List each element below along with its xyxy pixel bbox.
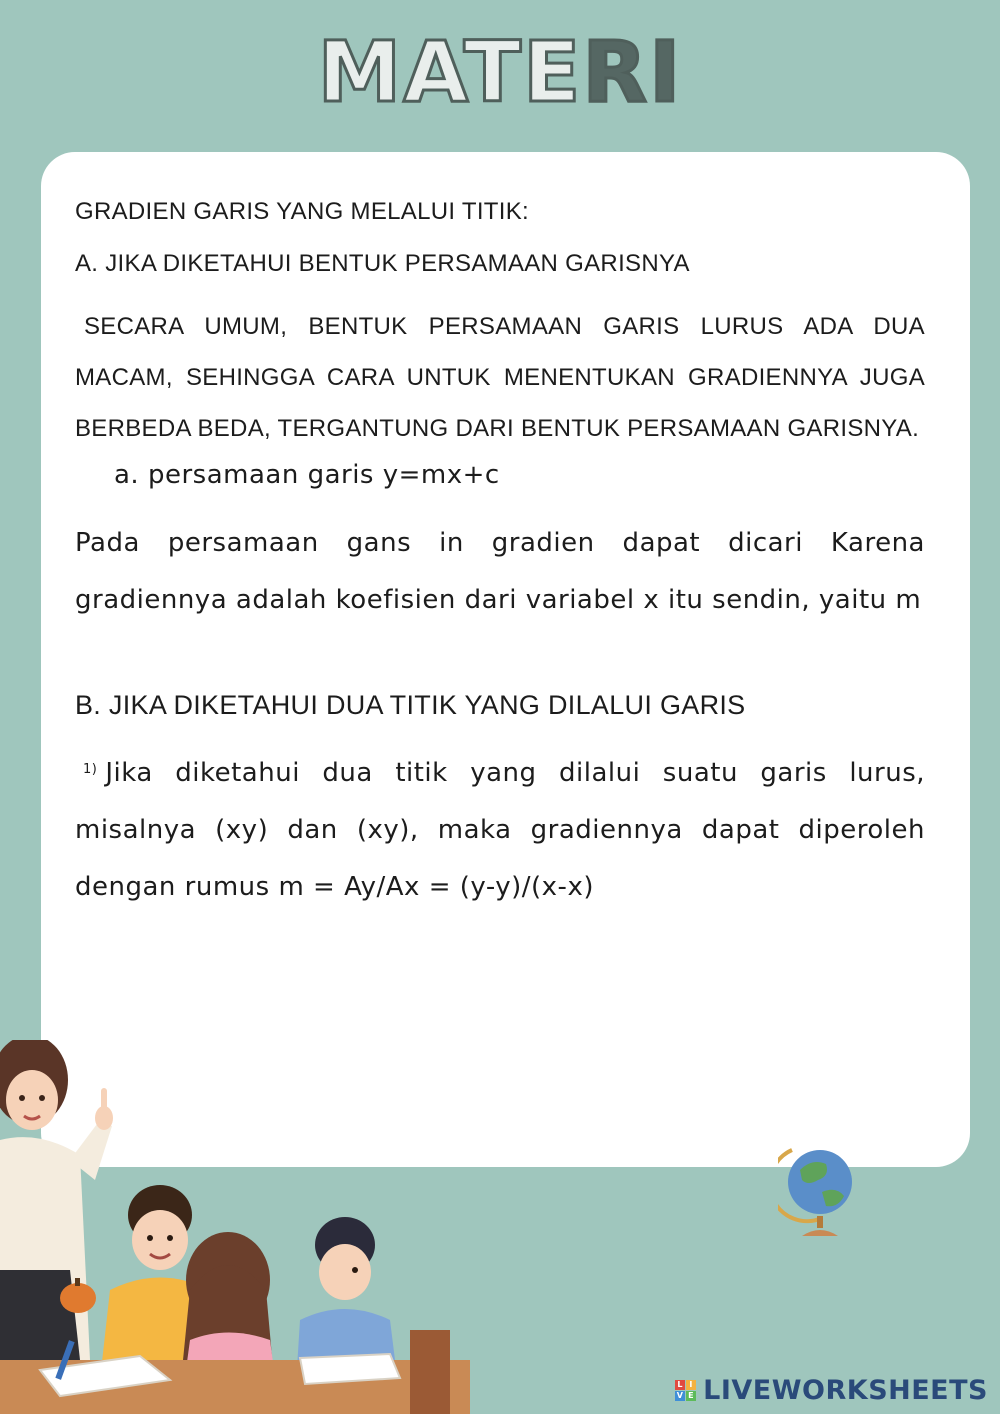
teacher-and-students-illustration bbox=[0, 1040, 470, 1414]
paragraph-b-text: Jika diketahui dua titik yang dilalui suatu garis lurus, misalnya (xy) dan (xy), maka gradiennya dapat diperoleh dengan rumus m = Ay/Ax = (y-y)/(x-x) bbox=[75, 758, 925, 902]
paragraph-a: SECARA UMUM, BENTUK PERSAMAAN GARIS LURUS ADA DUA MACAM, SEHINGGA CARA UNTUK MENENTUKAN GRADIENNYA JUGA BERBEDA BEDA, TERGANTUNG DARI BENTUK PERSAMAAN GARISNYA. bbox=[75, 313, 925, 442]
footnote-marker: 1) bbox=[83, 762, 98, 777]
title-part-2: RI bbox=[582, 23, 683, 121]
heading-a: A. JIKA DIKETAHUI BENTUK PERSAMAAN GARISNYA bbox=[75, 250, 690, 277]
paragraph-a2: Pada persamaan gans in gradien dapat dicari Karena gradiennya adalah koefisien dari variabel x itu sendin, yaitu m bbox=[75, 528, 925, 615]
brand-name: LIVEWORKSHEETS bbox=[703, 1375, 988, 1406]
subitem-a: a. persamaan garis y=mx+c bbox=[114, 460, 500, 490]
brand-logo bbox=[675, 1375, 988, 1406]
paragraph-b bbox=[75, 745, 925, 916]
title-part-1: MATE bbox=[317, 23, 583, 121]
heading-b: B. JIKA DIKETAHUI DUA TITIK YANG DILALUI GARIS bbox=[75, 690, 746, 720]
heading-main: GRADIEN GARIS YANG MELALUI TITIK: bbox=[75, 198, 530, 225]
brand-mark-icon: L I V E bbox=[675, 1380, 696, 1401]
page-title bbox=[0, 22, 1000, 122]
globe-icon bbox=[778, 1140, 860, 1240]
